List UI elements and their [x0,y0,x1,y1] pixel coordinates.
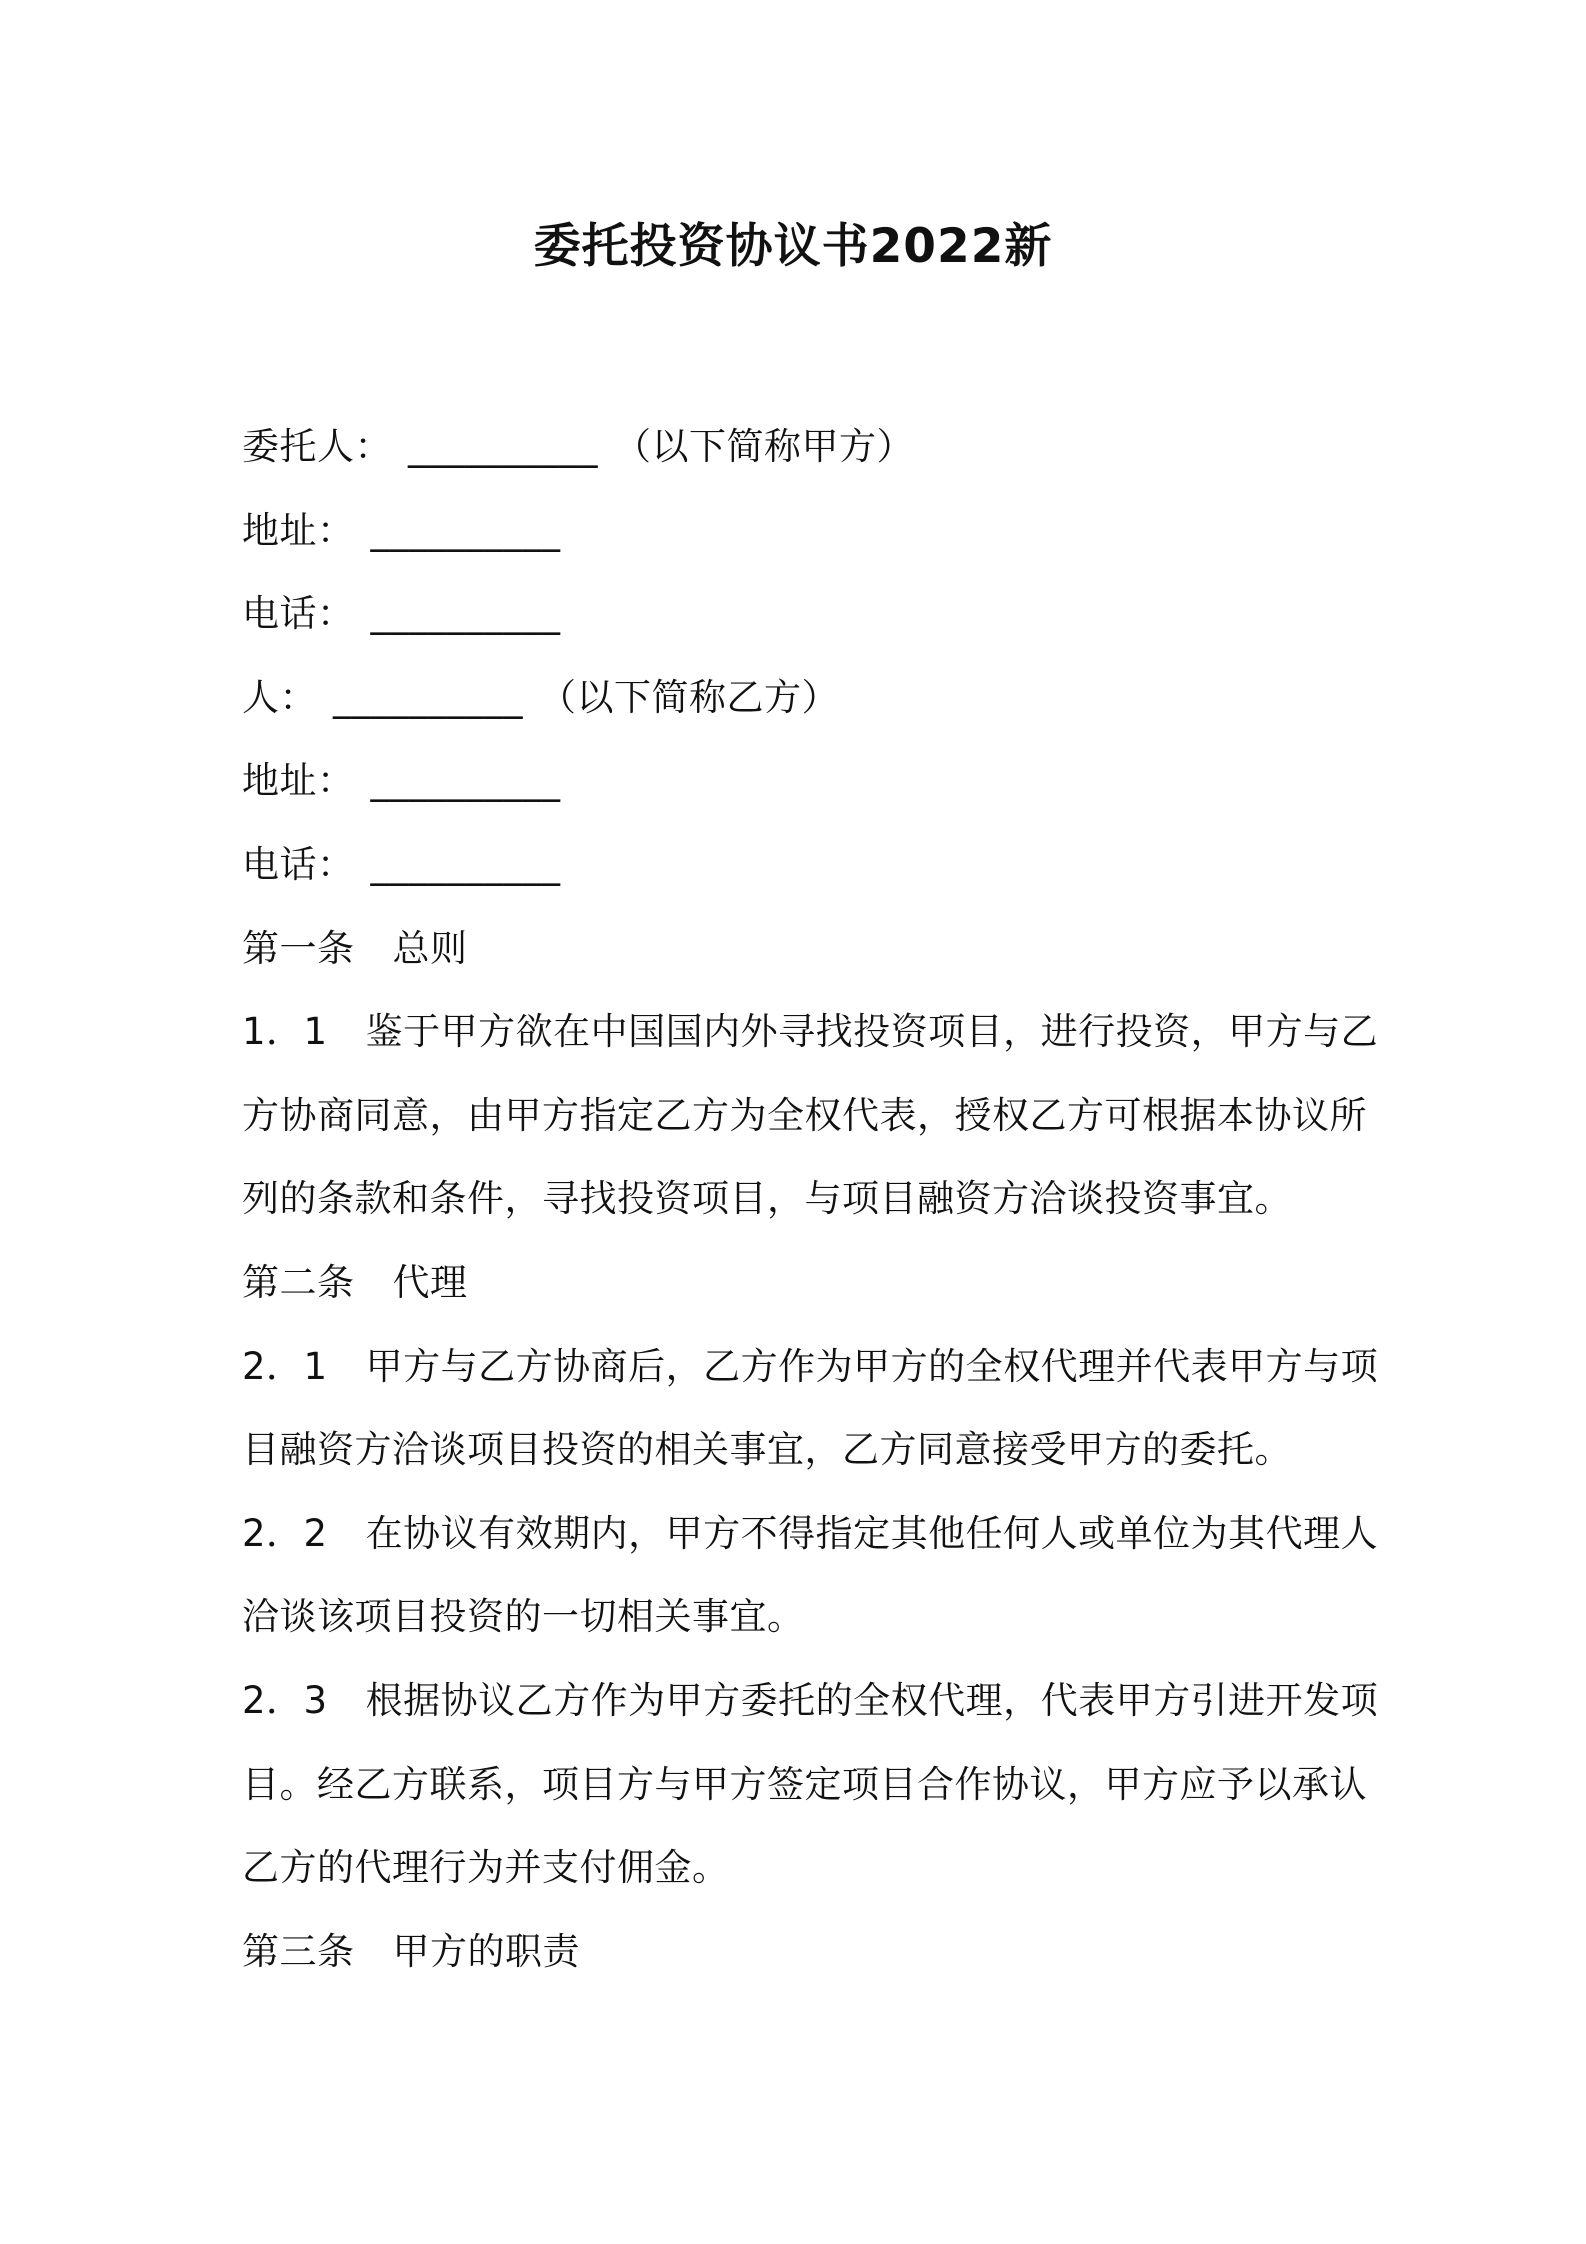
clause-1-1-line-1 [242,990,1379,1074]
party-b-phone-label: 电话： [242,842,355,886]
document-body [242,405,1379,1993]
clause-2-3-line-1 [242,1659,1379,1743]
article-3-title: 甲方的职责 [392,1929,580,1973]
party-a-phone-line [242,572,1362,656]
party-b-phone-blank: __________ [370,842,561,886]
party-a-address-label: 地址： [242,508,355,552]
article-1-title: 总则 [392,926,468,970]
party-a-address-line [242,489,1362,573]
clause-2-1-text: 甲方与乙方协商后，乙方作为甲方的全权代理并代表甲方与项 [365,1344,1379,1388]
clause-2-2-number: 2．2 [242,1511,328,1555]
party-a-address-blank: __________ [370,508,561,552]
party-a-name-line [242,405,1362,489]
party-b-phone-line [242,823,1362,907]
document-title: 委托投资协议书2022新 [533,219,1053,274]
party-a-name-blank: __________ [408,425,598,468]
party-b-address-line [242,739,1362,823]
clause-2-2-text: 在协议有效期内，甲方不得指定其他任何人或单位为其代理人 [365,1511,1379,1555]
clause-2-3-line-3: 乙方的代理行为并支付佣金。 [242,1846,730,1890]
clause-2-2-line-2: 洽谈该项目投资的一切相关事宜。 [242,1595,805,1639]
party-b-name-blank: __________ [333,675,523,719]
party-a-name-suffix: （以下简称甲方） [614,425,914,468]
clause-1-1-line-3: 列的条款和条件，寻找投资项目，与项目融资方洽谈投资事宜。 [242,1177,1292,1221]
article-2-heading [242,1241,1362,1325]
party-b-address-blank: __________ [370,759,561,803]
article-3-heading [242,1910,1362,1994]
party-b-name-suffix: （以下简称乙方） [539,675,839,719]
clause-1-1-text: 鉴于甲方欲在中国国内外寻找投资项目，进行投资，甲方与乙 [365,1010,1379,1054]
clause-2-1-line-2: 目融资方洽谈项目投资的相关事宜，乙方同意接受甲方的委托。 [242,1428,1292,1472]
clause-2-3-line-2: 目。经乙方联系，项目方与甲方签定项目合作协议，甲方应予以承认 [242,1762,1367,1806]
party-a-phone-label: 电话： [242,592,355,636]
clause-2-1-line-1 [242,1325,1379,1409]
article-3-number: 第三条 [242,1929,355,1973]
party-b-address-label: 地址： [242,759,355,803]
clause-2-3-text: 根据协议乙方作为甲方委托的全权代理，代表甲方引进开发项 [365,1678,1379,1722]
article-1-number: 第一条 [242,926,355,970]
article-2-number: 第二条 [242,1260,355,1304]
clause-1-1-line-2: 方协商同意，由甲方指定乙方为全权代表，授权乙方可根据本协议所 [242,1093,1367,1137]
clause-2-2-line-1 [242,1492,1379,1576]
party-a-name-label: 委托人： [242,425,392,468]
party-b-name-line [242,656,1362,740]
clause-2-1-number: 2．1 [242,1344,328,1388]
party-b-name-label: 人： [242,675,317,719]
party-a-phone-blank: __________ [370,592,561,636]
article-1-heading [242,907,1362,991]
article-2-title: 代理 [392,1260,468,1304]
clause-2-3-number: 2．3 [242,1678,328,1722]
clause-1-1-number: 1．1 [242,1010,328,1054]
